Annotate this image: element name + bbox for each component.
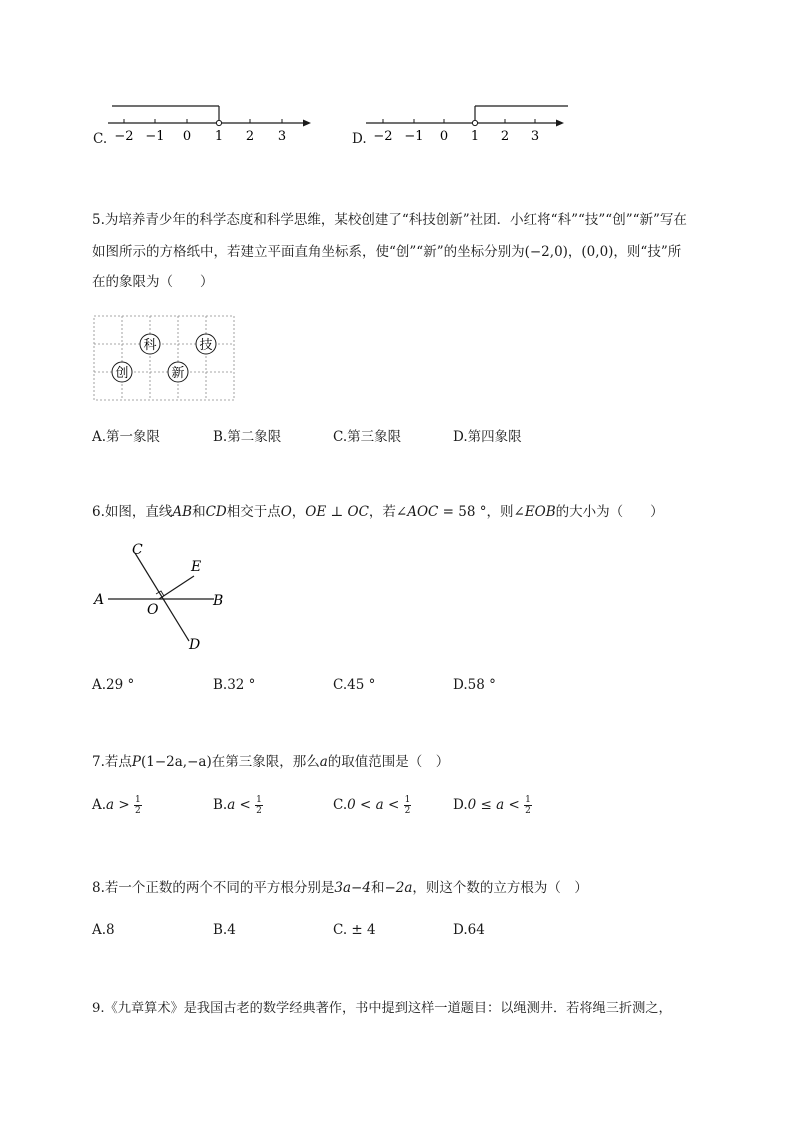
option-expr: a > [106,797,134,813]
q7-option-a [92,795,142,816]
q8-option-c: C. ± 4 [333,922,376,938]
fraction [255,795,263,816]
q5-line-1: 5.为培养青少年的科学态度和科学思维，某校创建了“科技创新”社团．小红将“科”“技”“创”“新”写在 [92,212,687,228]
q7-a: a [319,754,328,770]
tick-label: 0 [182,129,192,144]
label-o: O [147,602,159,618]
tick-label: 0 [439,129,449,144]
grid-border [94,316,234,400]
option-letter: B. [213,797,228,813]
q6-option-a: A.29 ° [92,677,135,693]
q6-text: 相交于点 [226,504,281,520]
q6-cd: CD [205,504,227,520]
q7-text: 7.若点 [92,754,132,770]
intersecting-lines-figure [90,538,230,656]
q5-option-b: B.第二象限 [213,429,282,445]
q6-stem [92,497,664,527]
char-xin: 新 [171,366,185,381]
tick-label: 1 [214,129,224,144]
numerator: 1 [135,795,141,805]
label-d: D [189,637,201,653]
number-line-c [104,98,319,148]
denominator: 2 [525,806,531,816]
q6-text: ，若∠ [368,504,408,520]
q8-option-a: A.8 [92,922,115,938]
grid-lines [94,316,234,400]
fraction [134,795,142,816]
option-expr: 0 ≤ a < [467,797,525,813]
tick-label: 1 [470,129,480,144]
q7-text: 的取值范围是（ ） [327,754,450,770]
numerator: 1 [256,795,262,805]
q7-stem [92,747,449,777]
numerator: 1 [525,795,531,805]
q5-line-2: 如图所示的方格纸中，若建立平面直角坐标系，使“创”“新”的坐标分别为(−2,0)，(0,0)，则“技”所 [92,244,682,260]
q6-eob: EOB [524,504,556,520]
char-ji: 技 [199,338,213,353]
denominator: 2 [404,806,411,816]
char-chuang: 创 [115,366,129,381]
q7-option-b [213,795,263,816]
q6-o: O [280,504,292,520]
tick-label: 2 [245,129,255,144]
q7-text: 在第三象限，那么 [211,754,320,770]
open-point [472,120,477,125]
grid-paper-figure [92,314,236,402]
q5-option-d: D.第四象限 [453,429,522,445]
q6-perp: OE ⊥ OC [305,504,369,520]
tick-label: 3 [277,129,287,144]
char-ke: 科 [143,338,157,353]
option-letter: D. [453,797,468,813]
q6-text: = 58 °，则∠ [438,504,525,520]
axis-arrow [303,120,311,127]
fraction [404,795,412,816]
tick-label: 2 [500,129,510,144]
tick-label: −1 [404,129,424,144]
option-expr: 0 < a < [347,797,404,813]
numerator: 1 [404,795,411,805]
q8-text: 和 [370,880,385,896]
q6-option-d: D.58 ° [453,677,496,693]
denominator: 2 [135,806,141,816]
q8-expr1: 3a−4 [334,880,371,896]
q7-p: P [131,754,141,770]
q5-option-c: C.第三象限 [333,429,402,445]
option-d-letter: D. [352,131,367,147]
q5-option-a: A.第一象限 [92,429,161,445]
q7-option-c [333,795,411,816]
tick-label: −2 [114,129,134,144]
q6-aoc: AOC [407,504,439,520]
q9-line-1: 9.《九章算术》是我国古老的数学经典著作，书中提到这样一道题目：以绳测井．若将绳三折测之， [92,1001,672,1016]
q6-ab: AB [172,504,193,520]
q8-stem [92,873,588,903]
q6-option-b: B.32 ° [213,677,256,693]
q8-expr2: −2a [384,880,413,896]
option-c-letter: C. [93,131,108,147]
q8-text: ，则这个数的立方根为（ ） [412,880,588,896]
q5-line-3: 在的象限为（ ） [92,274,214,290]
tick-label: −1 [145,129,165,144]
option-expr: a < [227,797,256,813]
q8-option-b: B.4 [213,922,236,938]
q8-text: 8.若一个正数的两个不同的平方根分别是 [92,880,335,896]
label-e: E [191,559,202,575]
q7-coord: (1−2a,−a) [140,754,212,770]
option-letter: A. [92,797,107,813]
axis-arrow [556,120,564,127]
q6-text: ， [291,504,306,520]
open-point [216,120,221,125]
tick-label: −2 [373,129,393,144]
option-letter: C. [333,797,348,813]
q6-option-c: C.45 ° [333,677,376,693]
tick-label: 3 [530,129,540,144]
q7-option-d [453,795,532,816]
denominator: 2 [256,806,262,816]
fraction [524,795,532,816]
q6-text: 和 [192,504,206,520]
q6-text: 6.如图，直线 [92,504,173,520]
q6-text: 的大小为（ ） [555,504,664,520]
q8-option-d: D.64 [453,922,485,938]
label-c: C [132,542,143,558]
label-b: B [213,593,224,609]
number-line-d [362,98,577,148]
label-a: A [94,592,105,608]
